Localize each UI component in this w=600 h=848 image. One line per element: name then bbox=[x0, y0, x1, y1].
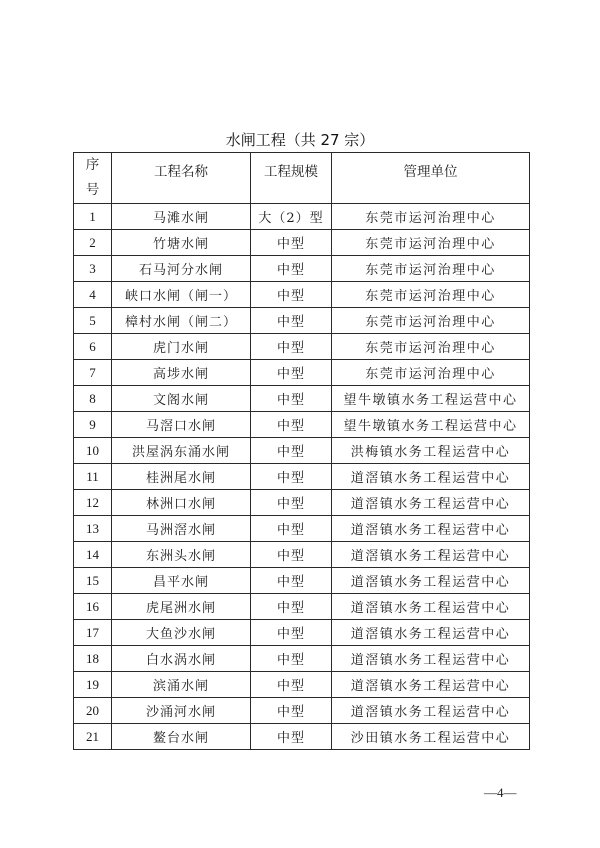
cell-management-unit: 道滘镇水务工程运营中心 bbox=[332, 490, 530, 516]
cell-seq: 3 bbox=[74, 256, 112, 282]
cell-project-name: 文阁水闸 bbox=[112, 386, 251, 412]
cell-seq: 20 bbox=[74, 698, 112, 724]
cell-management-unit: 洪梅镇水务工程运营中心 bbox=[332, 438, 530, 464]
cell-seq: 19 bbox=[74, 672, 112, 698]
table-row bbox=[74, 516, 530, 542]
cell-scale: 中型 bbox=[251, 282, 332, 308]
cell-project-name: 石马河分水闸 bbox=[112, 256, 251, 282]
column-header-management: 管理单位 bbox=[332, 153, 530, 204]
page-number: —4— bbox=[484, 785, 517, 800]
cell-scale: 中型 bbox=[251, 594, 332, 620]
cell-management-unit: 道滘镇水务工程运营中心 bbox=[332, 464, 530, 490]
cell-project-name: 桂洲尾水闸 bbox=[112, 464, 251, 490]
cell-management-unit: 东莞市运河治理中心 bbox=[332, 204, 530, 230]
column-header-seq bbox=[74, 153, 112, 204]
cell-scale: 中型 bbox=[251, 308, 332, 334]
table-row bbox=[74, 620, 530, 646]
cell-project-name: 马洲滘水闸 bbox=[112, 516, 251, 542]
cell-project-name: 昌平水闸 bbox=[112, 568, 251, 594]
cell-project-name: 东洲头水闸 bbox=[112, 542, 251, 568]
cell-seq: 10 bbox=[74, 438, 112, 464]
cell-management-unit: 道滘镇水务工程运营中心 bbox=[332, 568, 530, 594]
cell-management-unit: 道滘镇水务工程运营中心 bbox=[332, 542, 530, 568]
table-row bbox=[74, 256, 530, 282]
table-row bbox=[74, 308, 530, 334]
table-row bbox=[74, 646, 530, 672]
cell-management-unit: 东莞市运河治理中心 bbox=[332, 282, 530, 308]
cell-management-unit: 东莞市运河治理中心 bbox=[332, 360, 530, 386]
cell-project-name: 峡口水闸（闸一） bbox=[112, 282, 251, 308]
cell-seq: 6 bbox=[74, 334, 112, 360]
table-row bbox=[74, 386, 530, 412]
cell-seq: 17 bbox=[74, 620, 112, 646]
cell-project-name: 高埗水闸 bbox=[112, 360, 251, 386]
cell-management-unit: 望牛墩镇水务工程运营中心 bbox=[332, 412, 530, 438]
table-header-row bbox=[74, 153, 530, 204]
table-row bbox=[74, 412, 530, 438]
cell-scale: 中型 bbox=[251, 256, 332, 282]
cell-project-name: 沙涌河水闸 bbox=[112, 698, 251, 724]
cell-seq: 12 bbox=[74, 490, 112, 516]
cell-seq: 1 bbox=[74, 204, 112, 230]
cell-seq: 15 bbox=[74, 568, 112, 594]
table-row bbox=[74, 360, 530, 386]
cell-scale: 中型 bbox=[251, 230, 332, 256]
cell-seq: 18 bbox=[74, 646, 112, 672]
table-row bbox=[74, 204, 530, 230]
table-row bbox=[74, 464, 530, 490]
cell-project-name: 白水涡水闸 bbox=[112, 646, 251, 672]
cell-seq: 9 bbox=[74, 412, 112, 438]
table-row bbox=[74, 542, 530, 568]
column-header-scale: 工程规模 bbox=[251, 153, 332, 204]
cell-seq: 21 bbox=[74, 724, 112, 750]
cell-project-name: 大鱼沙水闸 bbox=[112, 620, 251, 646]
cell-management-unit: 东莞市运河治理中心 bbox=[332, 334, 530, 360]
cell-management-unit: 沙田镇水务工程运营中心 bbox=[332, 724, 530, 750]
cell-management-unit: 道滘镇水务工程运营中心 bbox=[332, 516, 530, 542]
cell-scale: 中型 bbox=[251, 464, 332, 490]
table-body bbox=[74, 204, 530, 750]
seq-header-line1: 序 bbox=[85, 157, 100, 173]
cell-project-name: 马滩水闸 bbox=[112, 204, 251, 230]
cell-management-unit: 道滘镇水务工程运营中心 bbox=[332, 620, 530, 646]
table-row bbox=[74, 698, 530, 724]
cell-project-name: 樟村水闸（闸二） bbox=[112, 308, 251, 334]
cell-scale: 中型 bbox=[251, 672, 332, 698]
table-row bbox=[74, 490, 530, 516]
cell-management-unit: 道滘镇水务工程运营中心 bbox=[332, 698, 530, 724]
table-row bbox=[74, 724, 530, 750]
cell-scale: 中型 bbox=[251, 386, 332, 412]
cell-seq: 16 bbox=[74, 594, 112, 620]
cell-management-unit: 道滘镇水务工程运营中心 bbox=[332, 672, 530, 698]
table-row bbox=[74, 334, 530, 360]
table-row bbox=[74, 594, 530, 620]
cell-management-unit: 东莞市运河治理中心 bbox=[332, 230, 530, 256]
cell-seq: 14 bbox=[74, 542, 112, 568]
cell-management-unit: 东莞市运河治理中心 bbox=[332, 308, 530, 334]
seq-header-line2: 号 bbox=[85, 182, 100, 198]
cell-management-unit: 道滘镇水务工程运营中心 bbox=[332, 594, 530, 620]
table-row bbox=[74, 230, 530, 256]
cell-management-unit: 东莞市运河治理中心 bbox=[332, 256, 530, 282]
table-row bbox=[74, 438, 530, 464]
cell-scale: 中型 bbox=[251, 620, 332, 646]
cell-project-name: 竹塘水闸 bbox=[112, 230, 251, 256]
cell-seq: 4 bbox=[74, 282, 112, 308]
cell-scale: 中型 bbox=[251, 724, 332, 750]
cell-project-name: 林洲口水闸 bbox=[112, 490, 251, 516]
cell-scale: 中型 bbox=[251, 646, 332, 672]
table-row bbox=[74, 672, 530, 698]
page-title: 水闸工程（共 27 宗） bbox=[225, 131, 375, 149]
cell-project-name: 滨涌水闸 bbox=[112, 672, 251, 698]
cell-project-name: 洪屋涡东涌水闸 bbox=[112, 438, 251, 464]
cell-scale: 中型 bbox=[251, 334, 332, 360]
cell-seq: 8 bbox=[74, 386, 112, 412]
cell-project-name: 虎尾洲水闸 bbox=[112, 594, 251, 620]
cell-scale: 中型 bbox=[251, 516, 332, 542]
sluice-projects-table bbox=[73, 152, 530, 750]
cell-scale: 中型 bbox=[251, 412, 332, 438]
cell-scale: 中型 bbox=[251, 698, 332, 724]
cell-management-unit: 望牛墩镇水务工程运营中心 bbox=[332, 386, 530, 412]
cell-scale: 中型 bbox=[251, 542, 332, 568]
cell-seq: 2 bbox=[74, 230, 112, 256]
cell-project-name: 虎门水闸 bbox=[112, 334, 251, 360]
table-row bbox=[74, 282, 530, 308]
table-row bbox=[74, 568, 530, 594]
cell-scale: 中型 bbox=[251, 438, 332, 464]
cell-scale: 中型 bbox=[251, 360, 332, 386]
cell-scale: 中型 bbox=[251, 568, 332, 594]
cell-project-name: 鳌台水闸 bbox=[112, 724, 251, 750]
cell-seq: 5 bbox=[74, 308, 112, 334]
cell-management-unit: 道滘镇水务工程运营中心 bbox=[332, 646, 530, 672]
cell-scale: 中型 bbox=[251, 490, 332, 516]
column-header-name: 工程名称 bbox=[112, 153, 251, 204]
cell-seq: 11 bbox=[74, 464, 112, 490]
cell-scale: 大（2）型 bbox=[251, 204, 332, 230]
cell-project-name: 马滘口水闸 bbox=[112, 412, 251, 438]
cell-seq: 7 bbox=[74, 360, 112, 386]
cell-seq: 13 bbox=[74, 516, 112, 542]
